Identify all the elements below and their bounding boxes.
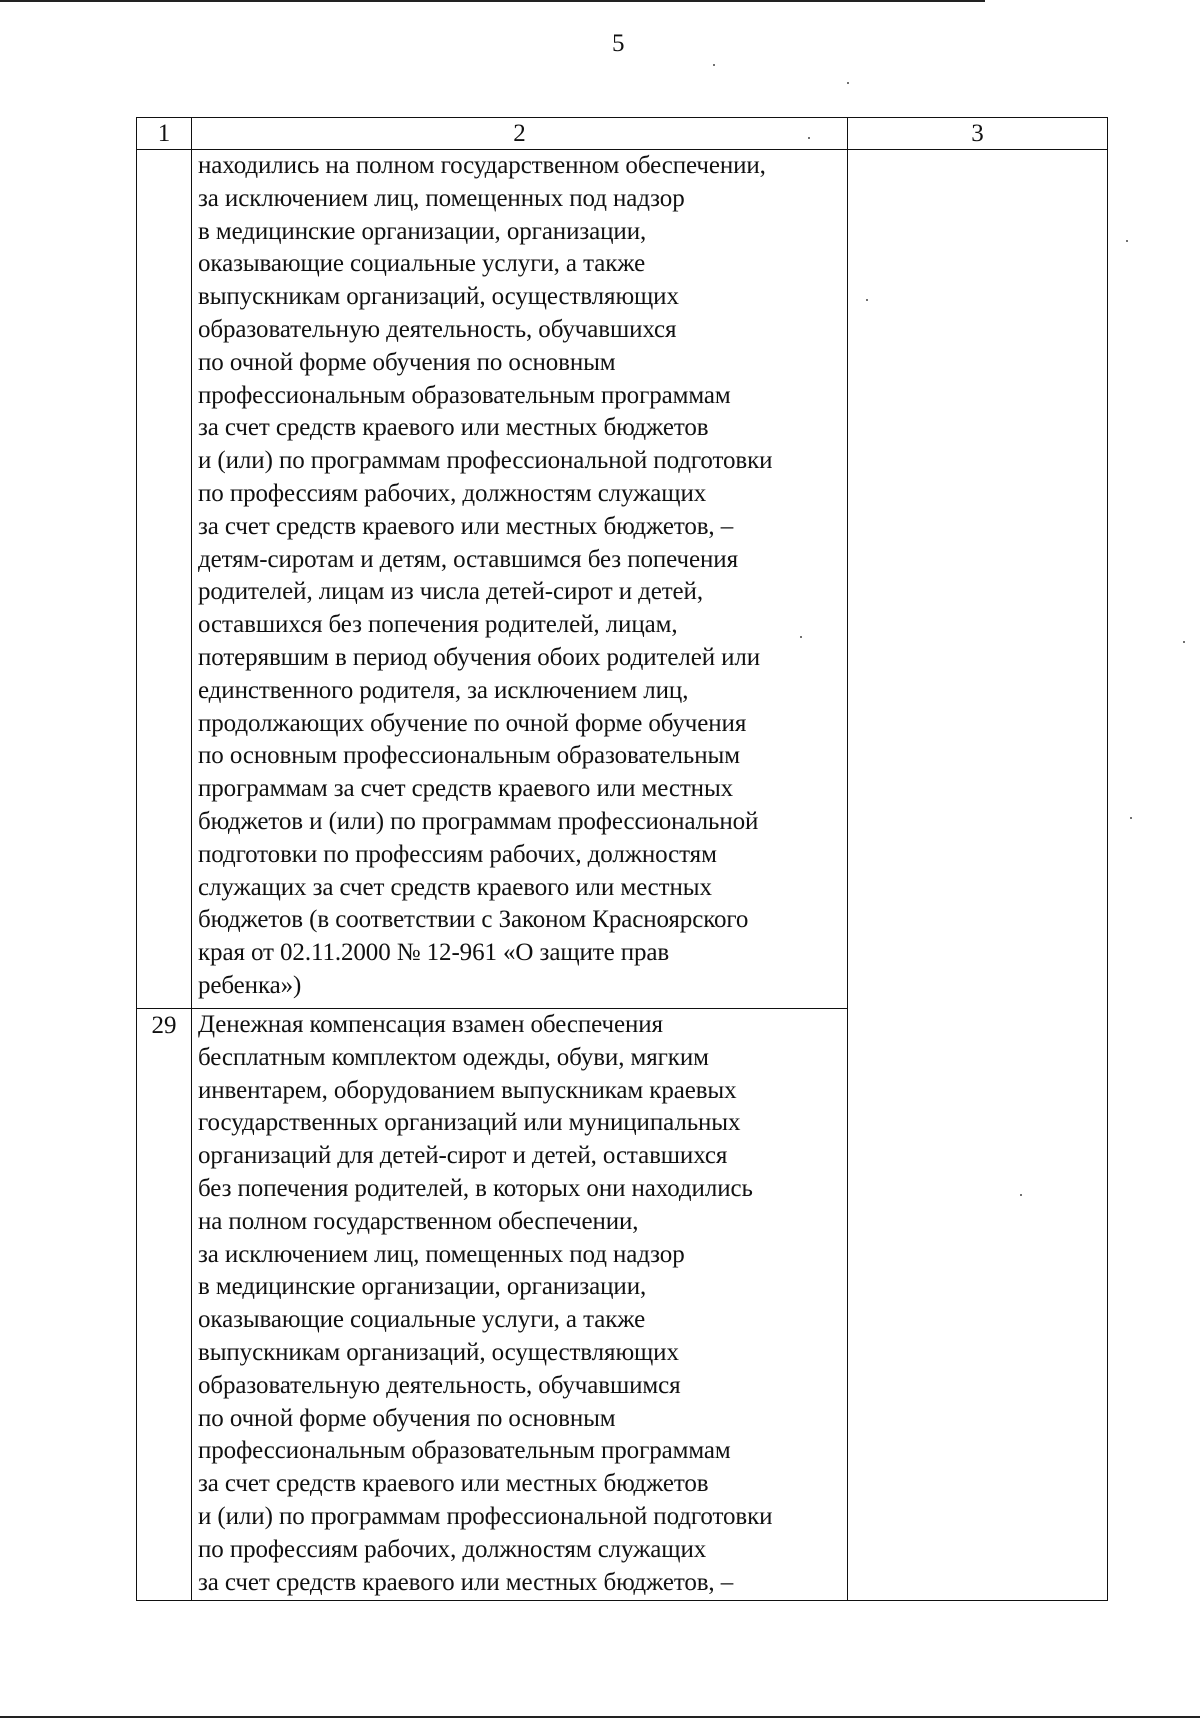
text-line: по очной форме обучения по основным [198,348,616,376]
scan-speck [1183,641,1185,643]
text-line: детям-сиротам и детям, оставшимся без попечения [198,545,738,573]
text-line: по основным профессиональным образовательным [198,742,740,770]
text-line: Денежная компенсация взамен обеспечения [198,1011,663,1038]
text-line: по профессиям рабочих, должностям служащих [198,1535,707,1563]
text-line: бюджетов (в соответствии с Законом Красноярского [198,906,749,934]
text-line: служащих за счет средств краевого или местных [198,873,712,901]
scan-speck [847,82,849,84]
row-text [192,150,848,1009]
text-line: на полном государственном обеспечении, [198,1207,639,1235]
text-line: продолжающих обучение по очной форме обучения [198,709,747,737]
text-line: образовательную деятельность, обучавшимся [198,1371,681,1399]
text-line: образовательную деятельность, обучавшихся [198,315,677,343]
text-line: в медицинские организации, организации, [198,217,647,245]
text-line: родителей, лицам из числа детей-сирот и детей, [198,578,703,606]
text-line: за счет средств краевого или местных бюджетов, – [198,512,734,540]
text-line: оказывающие социальные услуги, а также [198,1306,646,1334]
scan-speck [1126,240,1128,242]
text-line: за счет средств краевого или местных бюджетов [198,414,709,442]
text-line: за счет средств краевого или местных бюджетов [198,1470,709,1498]
row-text [192,1009,848,1601]
scan-border-top [0,0,985,2]
text-line: единственного родителя, за исключением лиц, [198,676,689,704]
text-line: подготовки по профессиям рабочих, должностям [198,840,717,868]
scan-border-bottom [0,1716,1200,1718]
header-cell-2: 2 [192,118,848,150]
row-number: 29 [137,1009,192,1601]
page-number: 5 [612,30,625,57]
text-line: бесплатным комплектом одежды, обуви, мягким [198,1043,709,1071]
header-cell-3: 3 [848,118,1108,150]
text-line: профессиональным образовательным программам [198,1437,731,1465]
text-line: находились на полном государственном обеспечении, [198,152,766,179]
text-line: и (или) по программам профессиональной подготовки [198,1502,773,1530]
scan-speck [713,64,715,66]
text-line: за счет средств краевого или местных бюджетов, – [198,1568,734,1596]
row-number [137,150,192,1009]
text-line: государственных организаций или муниципальных [198,1109,741,1137]
text-line: профессиональным образовательным программам [198,381,731,409]
text-line: ребенка») [198,971,302,999]
text-line: без попечения родителей, в которых они находились [198,1174,753,1202]
text-line: организаций для детей-сирот и детей, оставшихся [198,1142,728,1170]
text-line: выпускникам организаций, осуществляющих [198,283,679,311]
header-cell-1: 1 [137,118,192,150]
text-line: и (или) по программам профессиональной подготовки [198,447,773,475]
text-line: за исключением лиц, помещенных под надзор [198,184,685,212]
text-line: в медицинские организации, организации, [198,1273,647,1301]
text-line: оставшихся без попечения родителей, лицам, [198,611,678,639]
table-row [137,150,1108,1009]
text-line: края от 02.11.2000 № 12-961 «О защите прав [198,939,670,967]
text-line: за исключением лиц, помещенных под надзор [198,1240,685,1268]
text-line: инвентарем, оборудованием выпускникам краевых [198,1076,737,1104]
text-line: программам за счет средств краевого или местных [198,775,734,803]
text-line: по профессиям рабочих, должностям служащих [198,479,707,507]
text-line: оказывающие социальные услуги, а также [198,250,646,278]
table-header-row [137,118,1108,150]
text-line: по очной форме обучения по основным [198,1404,616,1432]
row-col3 [848,150,1108,1601]
text-line: потерявшим в период обучения обоих родителей или [198,643,761,671]
document-table [136,117,1108,1601]
scan-speck [1130,817,1132,819]
text-line: выпускникам организаций, осуществляющих [198,1338,679,1366]
text-line: бюджетов и (или) по программам профессиональной [198,807,759,835]
